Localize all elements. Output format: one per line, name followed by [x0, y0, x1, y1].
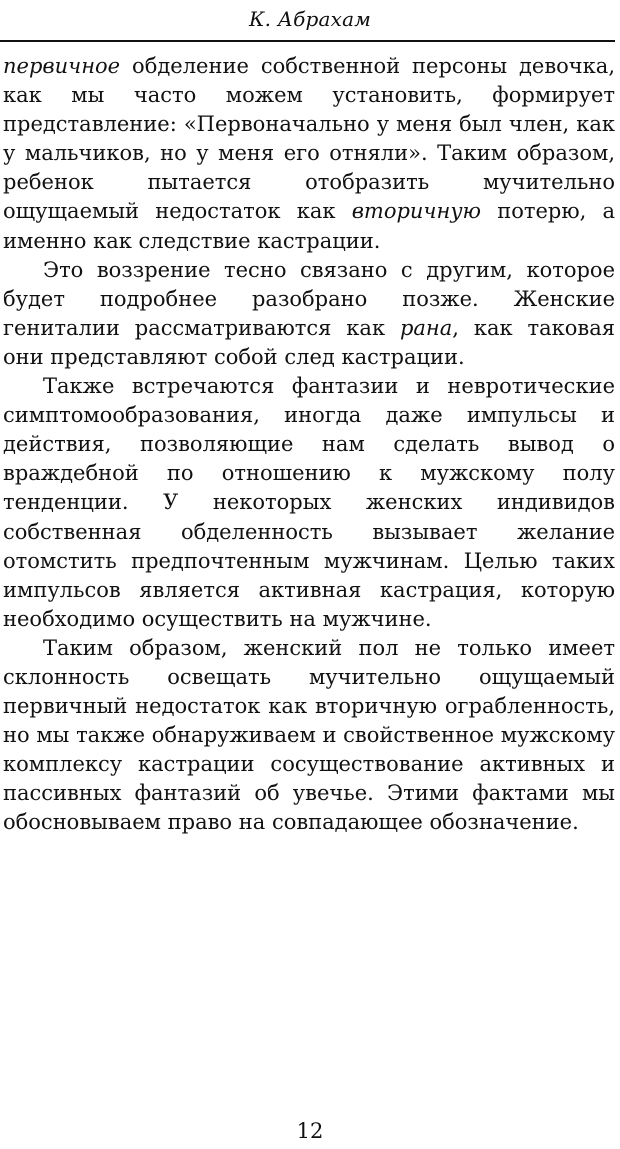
page-number: 12	[296, 1119, 324, 1143]
paragraph-4	[3, 634, 615, 838]
body-text	[3, 52, 615, 838]
paragraph-2-segment-2: рана	[399, 315, 453, 340]
header-rule	[0, 40, 615, 42]
paragraph-1	[3, 52, 615, 256]
paragraph-3	[3, 372, 615, 634]
paragraph-1-segment-1: первичное	[3, 54, 121, 78]
paragraph-2	[3, 256, 615, 372]
paragraph-1-segment-4: потерю, а именно как следствие кастрации.	[3, 199, 615, 253]
paragraph-2-segment-1: Это воззрение тесно связано с другим, которое будет подробнее разобрано позже. Женские гениталии рассматриваются как	[3, 257, 615, 340]
running-head: К. Абрахам	[248, 7, 372, 31]
paragraph-1-segment-2: обделение собственной персоны девочка, как мы часто можем установить, формирует представление: «Первоначально у меня был член, как у мальчиков, но у меня его отняли». Таким образом, ребенок пытается отобразить мучительно ощущаемый недостаток как	[3, 54, 615, 224]
paragraph-2-segment-3: , как таковая они представляют собой след кастрации.	[3, 315, 616, 369]
paragraph-3-segment-1: Также встречаются фантазии и невротические симптомообразования, иногда даже импульсы и действия, позволяющие нам сделать вывод о враждебной по отношению к мужскому полу тенденции. У некоторых женских индивидов собственная обделенность вызывает желание отомстить предпочтенным мужчинам. Целью таких импульсов является активная кастрация, которую необходимо осуществить на мужчине.	[3, 374, 615, 631]
paragraph-1-segment-3: вторичную	[351, 199, 481, 224]
paragraph-4-segment-1: Таким образом, женский пол не только имеет склонность освещать мучительно ощущаемый первичный недостаток как вторичную ограбленность, но мы также обнаруживаем и свойственное мужскому комплексу кастрации сосуществование активных и пассивных фантазий об увечье. Этими фактами мы обосновываем право на совпадающее обозначение.	[3, 635, 615, 835]
